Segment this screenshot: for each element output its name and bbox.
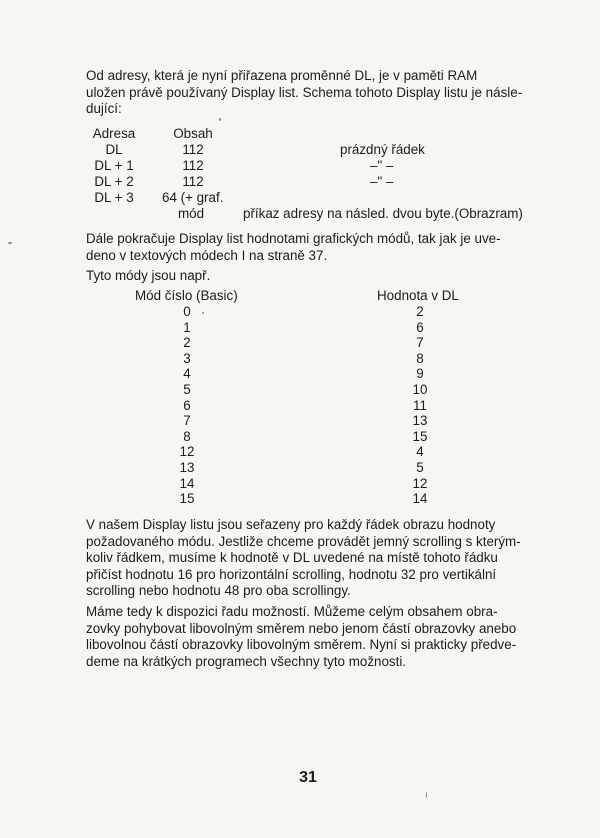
modes-header-value: Hodnota v DL <box>377 288 459 303</box>
table-cell-value: 64 (+ graf. <box>162 190 224 205</box>
mode-number: 8 <box>183 428 191 444</box>
mode-number: 1 <box>183 319 191 335</box>
mode-dl-value: 11 <box>413 397 427 413</box>
table-cell-note: prázdný řádek <box>340 142 425 157</box>
table-cell-address: DL + 3 <box>94 190 134 205</box>
mode-number: 3 <box>183 350 191 366</box>
scan-speck <box>202 312 204 314</box>
mode-dl-value: 12 <box>412 475 428 491</box>
paragraph-line: Dále pokračuje Display list hodnotami grafických módů, tak jak je uve- <box>86 231 501 246</box>
mode-dl-value: 5 <box>416 460 424 475</box>
paragraph-line: Máme tedy k dispozici řadu možností. Můžeme celým obsahem obra- <box>86 604 498 619</box>
paragraph-line: scrolling nebo hodnotu 48 pro oba scrollingy. <box>86 583 351 599</box>
table-cell-value: 112 <box>182 158 204 173</box>
intro-paragraph <box>86 68 540 118</box>
table-cell-value: 112 <box>182 142 204 157</box>
table-cell-value: mód <box>178 206 205 221</box>
paragraph-line: zovky pohybovat libovolným směrem nebo jenom částí obrazovky anebo <box>86 620 517 636</box>
mode-dl-value: 6 <box>416 319 424 335</box>
mode-number: 12 <box>179 444 195 460</box>
mode-number: 4 <box>183 366 191 382</box>
mode-dl-value: 4 <box>416 444 424 460</box>
mode-number: 5 <box>183 382 191 397</box>
mode-dl-value: 2 <box>416 304 424 319</box>
paragraph-scrolling <box>86 517 536 600</box>
mode-dl-value: 10 <box>412 382 428 397</box>
intro-line: uložen právě používaný Display list. Schema tohoto Display listu je násle- <box>86 84 523 100</box>
mode-number: 6 <box>183 397 191 413</box>
paragraph-line: požadovaného módu. Jestliže chceme provádět jemný scrolling s kterým- <box>86 533 521 549</box>
mode-number: 2 <box>183 335 191 351</box>
paragraph-line: libovolnou částí obrazovky libovolným směrem. Nyní si prakticky předve- <box>86 637 517 653</box>
intro-line: Od adresy, která je nyní přiřazena proměnné DL, je v paměti RAM <box>86 68 478 83</box>
mode-number: 14 <box>179 475 195 491</box>
table-cell-address: DL <box>105 142 123 157</box>
table-cell-note: –" – <box>370 158 394 173</box>
paragraph-graphics-modes <box>86 231 538 264</box>
scan-speck <box>219 118 221 121</box>
table-cell-address: DL + 2 <box>94 174 134 189</box>
mode-number: 0 <box>183 304 191 319</box>
mode-dl-value: 7 <box>416 335 424 351</box>
table-cell-address: DL + 1 <box>94 158 134 173</box>
mode-dl-value: 15 <box>412 428 428 444</box>
mode-number: 13 <box>179 460 195 475</box>
paragraph-line: přičíst hodnotu 16 pro horizontální scrolling, hodnotu 32 pro vertikální <box>86 566 497 582</box>
mode-number: 15 <box>179 491 195 507</box>
table-cell-value: 112 <box>182 174 204 189</box>
intro-line: dující: <box>86 101 122 117</box>
mode-dl-value: 13 <box>412 413 428 429</box>
scan-speck <box>426 792 427 798</box>
paragraph-possibilities <box>86 604 538 670</box>
mode-dl-value: 9 <box>416 366 424 382</box>
table-cell-note: –" – <box>370 174 394 189</box>
scan-speck <box>8 242 12 244</box>
modes-header-mode: Mód číslo (Basic) <box>135 288 238 303</box>
paragraph-line: deno v textových módech I na straně 37. <box>86 247 328 263</box>
header-adresa: Adresa <box>92 126 136 141</box>
mode-dl-value: 8 <box>416 350 424 366</box>
paragraph-line: V našem Display listu jsou seřazeny pro každý řádek obrazu hodnoty <box>86 517 496 532</box>
paragraph-line: koliv řádkem, musíme k hodnotě v DL uvedené na místě tohoto řádku <box>86 550 498 566</box>
table-cell-note: příkaz adresy na násled. dvou byte.(Obrazram) <box>243 206 523 221</box>
modes-intro-text: Tyto módy jsou např. <box>86 268 211 283</box>
mode-dl-value: 14 <box>412 491 428 507</box>
page-number: 31 <box>299 769 317 786</box>
header-obsah: Obsah <box>173 126 213 141</box>
mode-number: 7 <box>183 413 191 429</box>
paragraph-line: deme na krátkých programech všechny tyto možnosti. <box>86 653 407 669</box>
